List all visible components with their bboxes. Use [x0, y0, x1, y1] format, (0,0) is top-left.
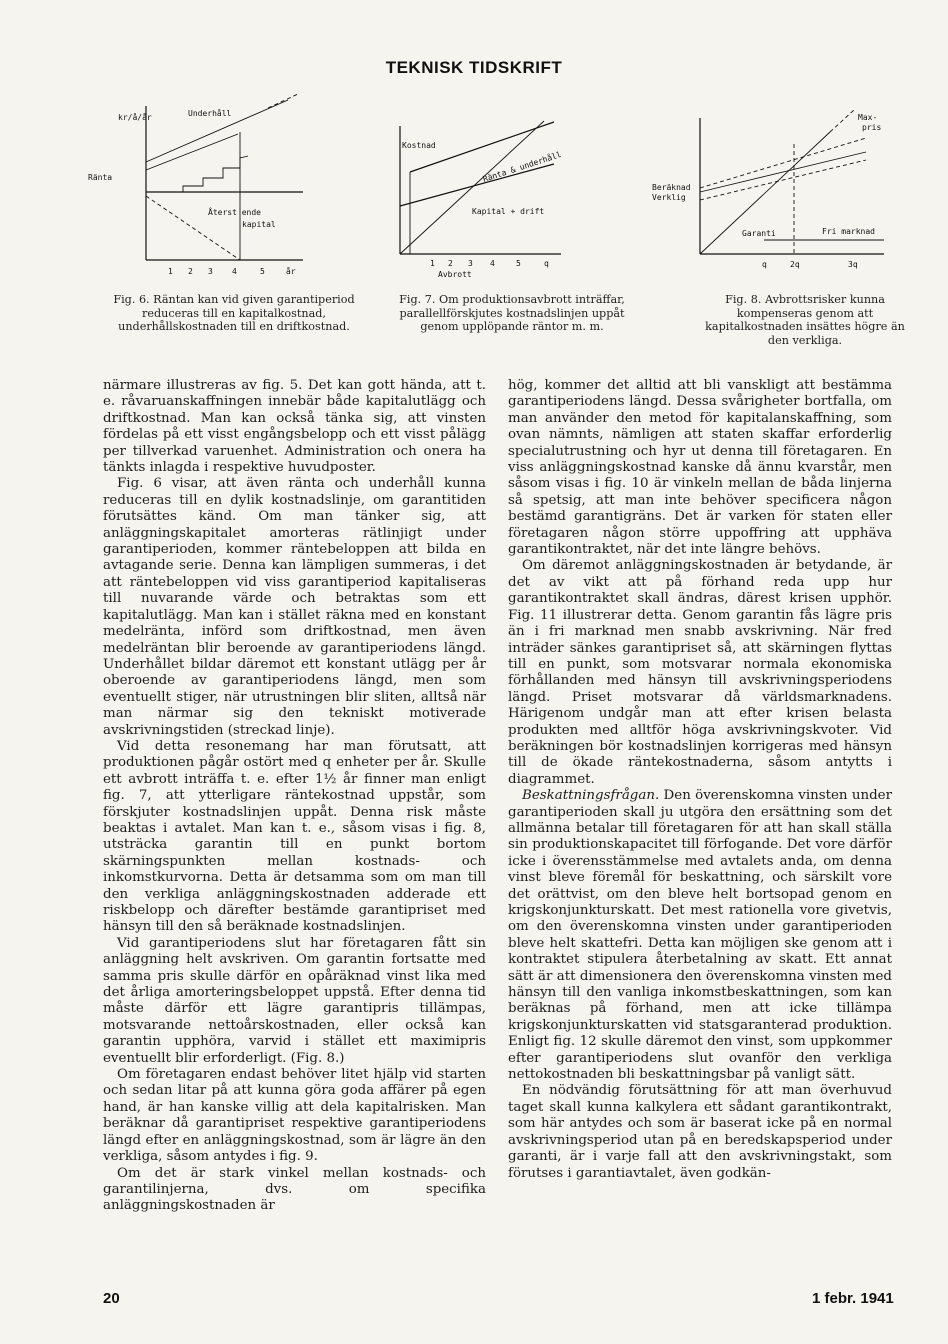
- section-text: Den överenskomna vinsten under garantiperioden skall ju utgöra den ersättning som det allmänna betalar till företagaren för att han skall ställa sin produktionskapacitet till förfogande. Det vore därför icke i överensstämmelse med avtalets anda, om denna vinst bleve föremål för beskattning, och särskilt vore det orättvist, om den bleve helt bortsopad genom en krigskonjunkturskatt. Det mest rationella vore givetvis, om den överenskomna vinsten under garantiperioden bleve helt skattefri. Detta kan möjligen ske genom att i kontraktet stipulera återbetalning av skatt. Ett annat sätt är att dimensionera den överenskomna vinsten med hänsyn till den vanliga inkomstbeskattningen, som kan beräknas på förhand, men att icke tillämpa krigskonjunkturskatten vid statsgaranterad produktion. Enligt fig. 12 skulle däremot den vinst, som uppkommer efter garantiperiodens slut ovanför den verkliga nettokostnaden bli beskattningsbar på vanligt sätt.: [508, 788, 892, 1083]
- figure-7-caption: Fig. 7. Om produktionsavbrott inträffar, parallellförskjutes kostnadslinjen uppåt genom upplöpande räntor m. m.: [399, 293, 625, 333]
- figure-6-diagram: [88, 92, 318, 282]
- fig7-tick: 2: [448, 259, 453, 268]
- section-heading: Beskattningsfrågan.: [522, 788, 660, 804]
- right-paragraph: En nödvändig förutsättning för att man överhuvud taget skall kunna kalkylera ett sådant garantikontrakt, som här antydes och som är baserat icke på en normal avskrivningsperiod utan på en beredskapsperiod under garanti, är i varje fall att den avskrivningstakt, som förutses i garantiavtalet, även godkän-: [508, 1083, 892, 1181]
- journal-title: TEKNISK TIDSKRIFT: [385, 58, 563, 77]
- fig6-aterstaende-2: kapital: [242, 220, 276, 229]
- left-paragraph: närmare illustreras av fig. 5. Det kan gott hända, att t. e. råvaruanskaffningen innebär både kapitalutlägg och driftkostnad. Man kan också tänka sig, att vinsten fördelas på ett visst engångsbelopp och ett visst pålägg per tillverkad varuenhet. Administration och onera ha tänkts inlagda i respektive huvudposter.: [103, 378, 486, 476]
- fig6-tick: 1: [168, 267, 173, 276]
- fig7-kapital-label: Kapital + drift: [472, 207, 545, 216]
- fig7-tick: 4: [490, 259, 495, 268]
- figure-6-caption: Fig. 6. Räntan kan vid given garantiperiod reduceras till en kapitalkostnad, underhållskostnaden till en driftkostnad.: [113, 293, 355, 333]
- fig8-maxpris-1: Max-: [858, 113, 878, 122]
- fig7-tick: 3: [468, 259, 473, 268]
- fig7-avbrott-label: Avbrott: [438, 270, 472, 279]
- fig6-underhall-line: [146, 134, 238, 170]
- fig8-maxpris-line: [700, 138, 866, 188]
- fig6-y-label: kr/å/år: [118, 113, 152, 122]
- fig8-garanti-label: Garanti: [742, 229, 776, 238]
- fig6-tick: år: [286, 267, 296, 276]
- fig8-tick: 2q: [790, 260, 800, 269]
- fig8-beraknad-2: Verklig: [652, 193, 686, 202]
- left-paragraph: Om det är stark vinkel mellan kostnads- och garantilinjerna, dvs. om specifika anläggningskostnaden är: [103, 1165, 486, 1214]
- fig6-remaining-capital: [146, 196, 240, 260]
- left-paragraph: Om företagaren endast behöver litet hjälp vid starten och sedan litar på att kunna göra goda affärer på egen hand, är han kanske villig att dela kapitalrisken. Man beräknar då garantipriset respektive garantiperiodens längd efter en anläggningskostnad, som är lägre än den verkliga, såsom antydes i fig. 9.: [103, 1067, 486, 1165]
- fig6-aterstaende-1: Återst ende: [208, 208, 261, 217]
- fig6-ranta-label: Ränta: [88, 173, 113, 182]
- fig8-tick: q: [762, 260, 767, 269]
- beskattning-paragraph: [508, 788, 892, 1083]
- fig7-kostnad-label: Kostnad: [402, 141, 436, 150]
- fig6-tick: 3: [208, 267, 213, 276]
- right-column: [508, 378, 892, 1182]
- fig7-tick: 1: [430, 259, 435, 268]
- fig8-fri-label: Fri marknad: [822, 227, 875, 236]
- issue-date: 1 febr. 1941: [812, 1290, 894, 1307]
- fig8-beraknad-line: [700, 160, 866, 200]
- fig8-tick: 3q: [848, 260, 858, 269]
- figure-7-diagram: [396, 96, 571, 286]
- fig8-verklig-line: [700, 152, 866, 192]
- figure-8-caption: Fig. 8. Avbrottsrisker kunna kompenseras genom att kapitalkostnaden insättes högre än den verkliga.: [705, 293, 905, 347]
- left-paragraph: Fig. 6 visar, att även ränta och underhåll kunna reduceras till en dylik kostnadslinje, om garantitiden förutsättes känd. Om man tänker sig, att anläggningskapitalet amorteras rätlinjigt under garantiperioden, kommer räntebeloppen att bilda en avtagande serie. Denna kan lämpligen summeras, i det att räntebeloppen vid viss garantiperiod kapitaliseras till nuvarande värde och betraktas som ett kapitalutlägg. Man kan i stället räkna med en konstant medelränta, införd som driftkostnad, men även medelräntan blir beroende av garantiperiodens längd. Underhållet bildar däremot ett konstant utlägg per år oberoende av garantiperiodens längd, men som eventuellt stiger, när utrustningen blir sliten, alltså när man närmar sig den tekniskt motiverade avskrivningstiden (streckad linje).: [103, 476, 486, 738]
- fig7-ranta-label: Ränta & underhåll: [481, 150, 563, 184]
- fig6-tick: 5: [260, 267, 265, 276]
- fig6-dashed-end: [268, 94, 298, 108]
- fig7-tick: q: [544, 259, 549, 268]
- fig8-beraknad-1: Beräknad: [652, 183, 691, 192]
- fig6-ranta-steps: [146, 156, 248, 192]
- fig8-maxpris-2: pris: [862, 123, 882, 132]
- figure-8: [652, 104, 896, 274]
- fig8-income-dashed: [830, 110, 854, 132]
- right-paragraph: hög, kommer det alltid att bli vanskligt att bestämma garantiperiodens längd. Dessa svårigheter bortfalla, om man använder den metod för kapitalanskaffning, som ovan nämnts, nämligen att staten skaffar erforderlig specialutrustning och hyr ut denna till företagaren. En viss anläggningskostnad kanske då ännu kvarstår, men såsom visas i fig. 10 är vinkeln mellan de båda linjerna så spetsig, att man inte behöver specificera någon bestämd garantigräns. Det är varken för staten eller företagaren någon större uppoffring att upphäva garantikontraktet, när det inte längre behövs.: [508, 378, 892, 558]
- fig6-tick: 2: [188, 267, 193, 276]
- left-paragraph: Vid detta resonemang har man förutsatt, att produktionen pågår ostört med q enheter per år. Skulle ett avbrott inträffa t. e. efter 1½ år finner man enligt fig. 7, att ytterligare räntekostnad uppstår, som förskjuter kostnadslinjen uppåt. Denna risk måste beaktas i avtalet. Man kan t. e., såsom visas i fig. 8, utsträcka garantin till en punkt bortom skärningspunkten mellan kostnads- och inkomstkurvorna. Detta är detsamma som om man till den verkliga anläggningskostnaden adderade ett riskbelopp och därefter bestämde garantipriset med hänsyn till den så beräknade kostnadslinjen.: [103, 738, 486, 935]
- right-paragraph: Om däremot anläggningskostnaden är betydande, är det av vikt att på förhand reda upp hur garantikontraktet skall ändras, därest krisen upphör. Fig. 11 illustrerar detta. Genom garantin fås lägre pris än i fri marknad men snabb avskrivning. När fred inträder sänkes garantipriset så, att skärningen flyttas till en punkt, som motsvarar normala ekonomiska förhållanden med hänsyn till avskrivningsperiodens längd. Priset motsvarar då världsmarknadens. Härigenom undgår man att efter krisen belasta produkten med alltför höga avskrivningskvoter. Vid beräkningen bör kostnadslinjen korrigeras med hänsyn till de ökade räntekostnaderna, såsom antytts i diagrammet.: [508, 558, 892, 787]
- fig7-cost-line: [400, 164, 554, 206]
- figure-8-diagram: [652, 104, 896, 274]
- left-column: [103, 378, 486, 1215]
- left-paragraph: Vid garantiperiodens slut har företagaren fått sin anläggning helt avskriven. Om garantin fortsatte med samma pris skulle därför en opåräknad vinst lika med det årliga amorteringsbeloppet uppstå. Efter denna tid måste därför ett lägre garantipris tillämpas, motsvarande nettoårskostnaden, eller också kan garantin upphöra, varvid i stället ett maximipris eventuellt blir erforderligt. (Fig. 8.): [103, 935, 486, 1066]
- figure-6: [88, 92, 318, 282]
- page-number: 20: [103, 1290, 120, 1307]
- figure-7: [396, 96, 571, 286]
- fig6-tick: 4: [232, 267, 237, 276]
- fig7-tick: 5: [516, 259, 521, 268]
- fig6-underhall-label: Underhåll: [188, 109, 232, 118]
